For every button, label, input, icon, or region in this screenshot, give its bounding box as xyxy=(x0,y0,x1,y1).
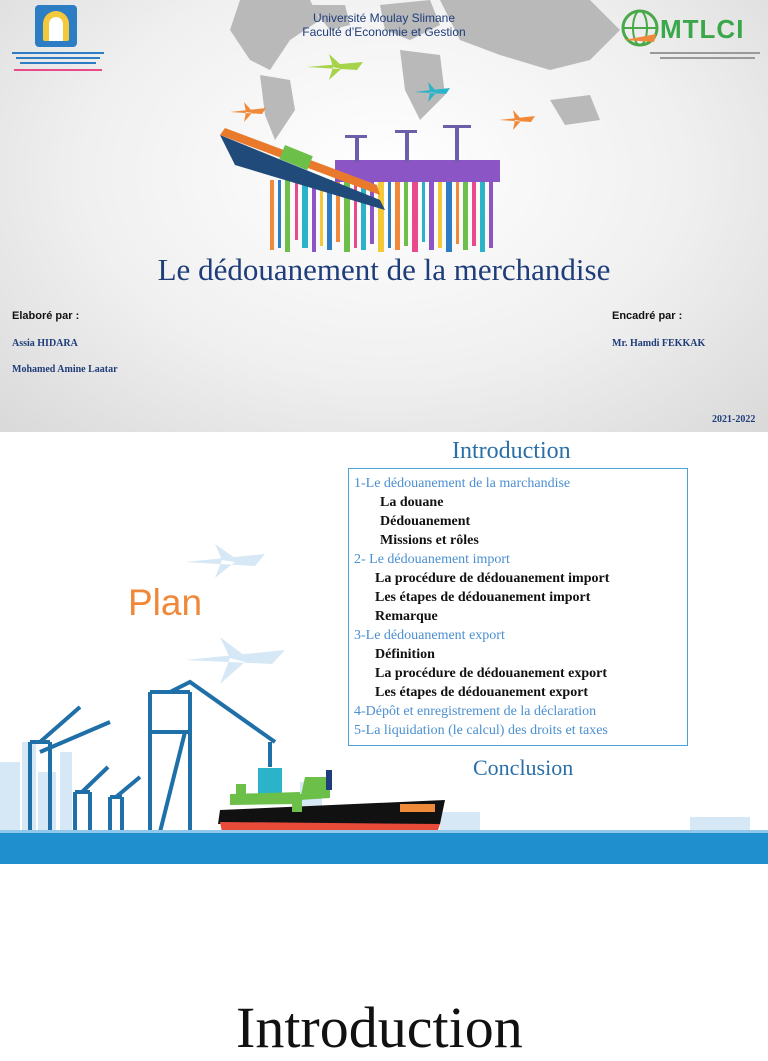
toc-item-remarque: Remarque xyxy=(375,609,438,624)
blue-plane-icon xyxy=(412,80,452,104)
logo-tagline-line xyxy=(650,52,760,54)
toc-item-procedure-export: La procédure de dédouanement export xyxy=(375,666,608,681)
logo-arabic-line xyxy=(14,69,102,71)
conclusion-heading: Conclusion xyxy=(473,755,574,780)
introduction-slide xyxy=(0,864,768,1060)
green-plane-icon xyxy=(305,52,365,82)
plan-title: Plan xyxy=(128,582,203,623)
toc-item-missions: Missions et rôles xyxy=(380,533,479,548)
title-slide xyxy=(0,0,768,432)
logo-arabic-line xyxy=(16,57,100,59)
academic-year: 2021-2022 xyxy=(712,414,756,425)
toc-item-definition: Définition xyxy=(375,647,435,662)
orange-plane-icon xyxy=(228,100,268,124)
toc-item-procedure-import: La procédure de dédouanement import xyxy=(375,571,610,586)
toc-section-2: 2- Le dédouanement import xyxy=(354,552,510,567)
prepared-by-label: Elaboré par : xyxy=(12,310,80,322)
cargo-barcode-illustration xyxy=(215,50,515,255)
toc-item-dedouanement: Dédouanement xyxy=(380,514,471,529)
toc-section-4: 4-Dépôt et enregistrement de la déclaration xyxy=(354,704,597,719)
supervisor-name: Mr. Hamdi FEKKAK xyxy=(612,338,706,349)
mtlci-logo-text: MTLCI xyxy=(660,14,745,44)
university-name: Université Moulay Slimane Faculté d’Economie et Gestion xyxy=(302,11,466,39)
toc-item-etapes-export: Les étapes de dédouanement export xyxy=(375,685,589,700)
toc-section-5: 5-La liquidation (le calcul) des droits et taxes xyxy=(354,723,608,738)
toc-item-etapes-import: Les étapes de dédouanement import xyxy=(375,590,591,605)
globe-icon xyxy=(620,8,660,48)
logo-tagline-line xyxy=(660,57,755,59)
logo-arabic-line xyxy=(20,62,96,64)
student-name: Assia HIDARA xyxy=(12,338,78,349)
toc-section-3: 3-Le dédouanement export xyxy=(354,628,505,643)
introduction-slide-title: Introduction xyxy=(236,995,523,1060)
supervised-by-label: Encadré par : xyxy=(612,310,683,322)
plan-slide xyxy=(0,432,768,864)
orange-plane-icon-2 xyxy=(497,108,537,132)
student-name: Mohamed Amine Laatar xyxy=(12,364,118,375)
toc-section-1: 1-Le dédouanement de la marchandise xyxy=(354,476,571,491)
logo-arabic-line xyxy=(12,52,104,54)
toc-item-douane: La douane xyxy=(380,495,444,510)
introduction-heading: Introduction xyxy=(452,438,571,464)
presentation-title: Le dédouanement de la merchandise xyxy=(157,252,611,287)
